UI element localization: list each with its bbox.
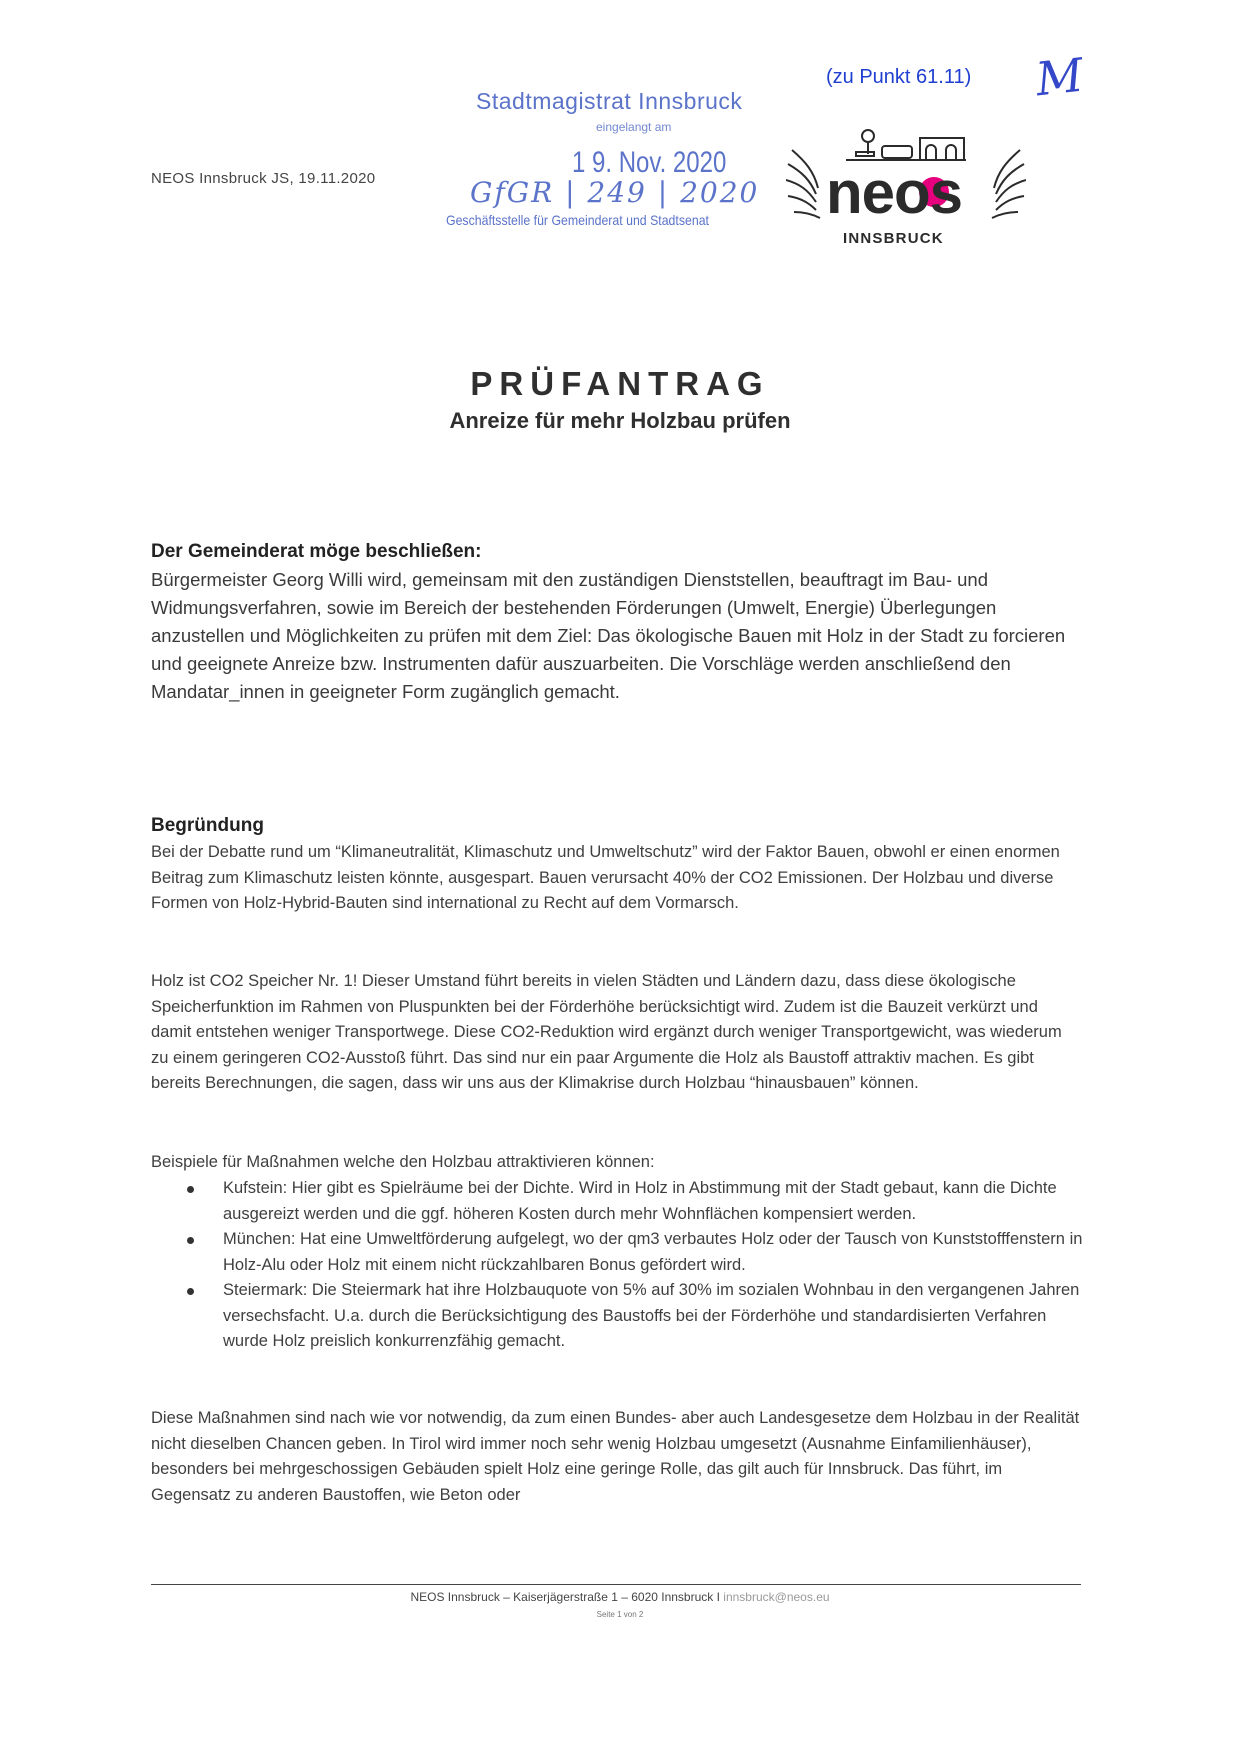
document-title: PRÜFANTRAG bbox=[470, 365, 770, 402]
resolution-text: Bürgermeister Georg Willi wird, gemeinsam mit den zuständigen Dienststellen, beauftragt im Bau- und Widmungsverfahren, sowie im Bereich der bestehenden Förderungen (Umwelt, Energie) Überlegungen anzustellen und Möglichkeiten zu prüfen mit dem Ziel: Das ökologische Bauen mit Holz in der Stadt zu forcieren und geeignete Anreize bzw. Instrumenten dafür auszuarbeiten. Die Vorschläge werden anschließend den Mandatar_innen in geeigneter Form zugänglich gemacht. bbox=[151, 569, 1066, 702]
document-subtitle: Anreize für mehr Holzbau prüfen bbox=[449, 408, 791, 433]
reasoning-paragraph: Diese Maßnahmen sind nach wie vor notwendig, da zum einen Bundes- aber auch Landesgesetze dem Holzbau in der Realität nicht dieselben Chancen geben. In Tirol wird immer noch sehr wenig Holzbau umgesetzt (Ausnahme Einfamilienhäuser), besonders bei mehrgeschossigen Gebäuden spielt Holz eine geringe Rolle, das gilt auch für Innsbruck. Das führt, im Gegensatz zu anderen Baustoffen, wie Beton oder bbox=[151, 1409, 1080, 1504]
logo-brand: neos bbox=[826, 159, 963, 226]
examples-intro: Beispiele für Maßnahmen welche den Holzbau attraktivieren können: bbox=[151, 1153, 655, 1171]
reasoning-heading: Begründung bbox=[151, 815, 264, 836]
list-item bbox=[151, 1176, 1086, 1227]
stamp-office: Stadtmagistrat Innsbruck bbox=[476, 88, 743, 114]
footer-email: innsbruck@neos.eu bbox=[723, 1590, 830, 1604]
bullet-icon bbox=[187, 1186, 194, 1193]
reasoning-paragraph: Holz ist CO2 Speicher Nr. 1! Dieser Umstand führt bereits in vielen Städten und Ländern dazu, dass diese ökologische Speicherfunktion im Rahmen von Pluspunkten bei der Förderhöhe berücksichtigt wird. Zudem ist die Bauzeit verkürzt und damit entstehen weniger Transportwege. Diese CO2-Reduktion wird ergänzt durch weniger Transportgewicht, was wiederum zu einem geringeren CO2-Ausstoß führt. Das sind nur ein paar Argumente die Holz als Baustoff attraktiv machen. Es gibt bereits Berechnungen, die sagen, dass wir uns aus der Klimakrise durch Holzbau “hinausbauen” können. bbox=[151, 972, 1062, 1092]
example-text: Kufstein: Hier gibt es Spielräume bei der Dichte. Wird in Holz in Abstimmung mit der Stadt gebaut, kann die Dichte ausgereizt werden und die ggf. höheren Kosten durch mehr Wohnflächen kompensiert werden. bbox=[223, 1179, 1057, 1223]
right-wing-icon bbox=[992, 150, 1026, 218]
footer-address-text: NEOS Innsbruck – Kaiserjägerstraße 1 – 6020 Innsbruck I bbox=[410, 1590, 720, 1604]
city-skyline-icon bbox=[846, 130, 966, 160]
agenda-reference-note: (zu Punkt 61.11) bbox=[826, 66, 972, 88]
sender-line: NEOS Innsbruck JS, 19.11.2020 bbox=[151, 170, 376, 187]
stamp-received-label: eingelangt am bbox=[596, 120, 672, 134]
example-text: München: Hat eine Umweltförderung aufgelegt, wo der qm3 verbautes Holz oder der Tausch von Kunststofffenstern in Holz-Alu oder Holz mit einem nicht rückzahlbaren Bonus gefördert wird. bbox=[223, 1230, 1083, 1274]
handwritten-mark: M bbox=[1033, 47, 1086, 107]
stamp-reference: GfGR | 249 | 2020 bbox=[470, 176, 760, 209]
resolution-heading: Der Gemeinderat möge beschließen: bbox=[151, 541, 482, 562]
bullet-icon bbox=[187, 1288, 194, 1295]
examples-list bbox=[151, 1176, 1086, 1355]
stamp-date: 1 9. Nov. 2020 bbox=[572, 146, 727, 179]
logo-city: INNSBRUCK bbox=[843, 230, 944, 247]
footer-divider bbox=[151, 1584, 1081, 1585]
list-item bbox=[151, 1227, 1086, 1278]
example-text: Steiermark: Die Steiermark hat ihre Holzbauquote von 5% auf 30% im sozialen Wohnbau in den vergangenen Jahren versechsfacht. U.a. durch die Berücksichtigung des Baustoffs bei der Förderhöhe und standardisierten Verfahren wurde Holz preislich konkurrenzfähig gemacht. bbox=[223, 1281, 1080, 1350]
bullet-icon bbox=[187, 1237, 194, 1244]
left-wing-icon bbox=[786, 150, 820, 218]
page-number: Seite 1 von 2 bbox=[596, 1610, 644, 1619]
footer-address bbox=[0, 1590, 1240, 1604]
list-item bbox=[151, 1278, 1086, 1355]
neos-logo bbox=[786, 128, 1026, 253]
stamp-department: Geschäftsstelle für Gemeinderat und Stadtsenat bbox=[446, 212, 709, 228]
received-stamp bbox=[446, 84, 768, 244]
reasoning-paragraph: Bei der Debatte rund um “Klimaneutralität, Klimaschutz und Umweltschutz” wird der Faktor Bauen, obwohl er einen enormen Beitrag zum Klimaschutz leisten könnte, ausgespart. Bauen verursacht 40% der CO2 Emissionen. Der Holzbau und diverse Formen von Holz-Hybrid-Bauten sind international zu Recht auf dem Vormarsch. bbox=[151, 843, 1060, 912]
